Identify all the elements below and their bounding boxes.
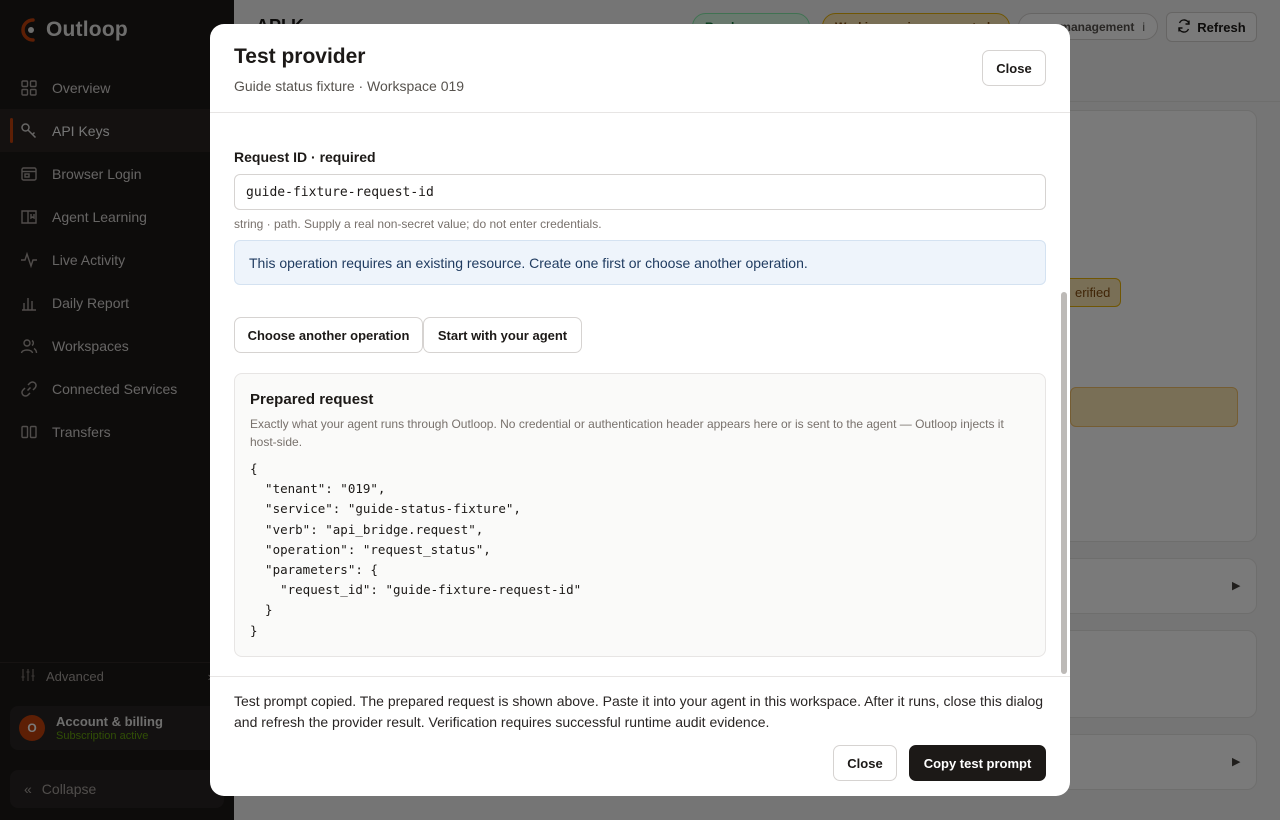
choose-another-operation-button[interactable]: Choose another operation xyxy=(234,317,423,353)
dialog-body[interactable] xyxy=(210,114,1070,676)
dialog-subtitle: Guide status fixture · Workspace 019 xyxy=(234,78,465,94)
footer-close-button[interactable]: Close xyxy=(833,745,897,781)
dialog-header xyxy=(210,24,1070,113)
copy-test-prompt-button[interactable]: Copy test prompt xyxy=(909,745,1046,781)
footer-message: Test prompt copied. The prepared request is shown above. Paste it into your agent in this workspace. After it runs, close this dialog and refresh the provider result. Verification requires successful runtime audit evidence. xyxy=(234,693,1044,730)
info-message: This operation requires an existing resource. Create one first or choose another operation. xyxy=(234,240,1046,285)
prepared-request-code: { "tenant": "019", "service": "guide-status-fixture", "verb": "api_bridge.request", "operation": "request_status", "parameters": { "request_id": "guide-fixture-request-id" } } xyxy=(250,461,582,638)
prepared-request-title: Prepared request xyxy=(250,391,374,408)
prepared-request-panel xyxy=(234,373,1046,657)
request-id-hint: string · path. Supply a real non-secret value; do not enter credentials. xyxy=(234,217,602,231)
header-close-button[interactable]: Close xyxy=(982,50,1046,86)
dialog-scrollbar[interactable] xyxy=(1061,292,1067,674)
request-id-label: Request ID · required xyxy=(234,149,376,165)
test-provider-dialog xyxy=(210,24,1070,796)
request-id-input[interactable] xyxy=(234,174,1046,210)
prepared-request-description: Exactly what your agent runs through Outloop. No credential or authentication header appears here or is sent to the agent — Outloop injects it host-side. xyxy=(250,417,1004,449)
dialog-footer xyxy=(210,676,1070,796)
dialog-title: Test provider xyxy=(234,45,366,68)
start-with-agent-button[interactable]: Start with your agent xyxy=(423,317,582,353)
